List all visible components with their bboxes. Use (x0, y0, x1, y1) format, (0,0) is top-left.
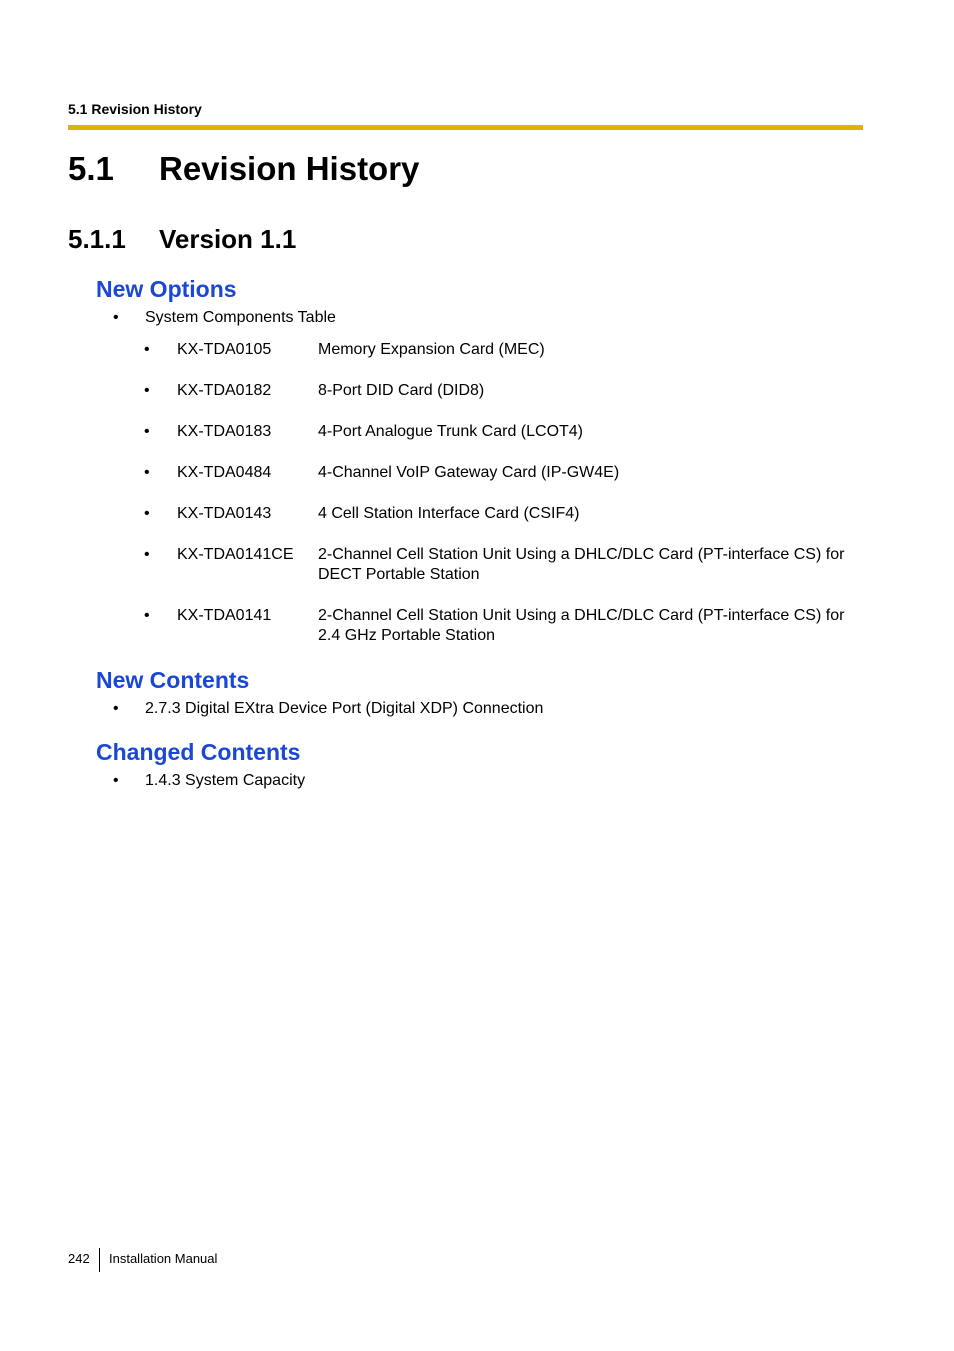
component-desc: 2-Channel Cell Station Unit Using a DHLC/DLC Card (PT-interface CS) for DECT Portable Station (318, 546, 845, 583)
list-item (0, 463, 954, 483)
page-number: 242 (68, 1251, 90, 1266)
component-code: KX-TDA0143 (177, 505, 272, 522)
component-desc: 4-Port Analogue Trunk Card (LCOT4) (318, 423, 584, 440)
manual-title: Installation Manual (109, 1251, 218, 1266)
list-item-text: 1.4.3 System Capacity (145, 772, 306, 789)
bullet: • (144, 546, 150, 563)
bullet: • (144, 464, 150, 481)
new-options-heading: New Options (96, 276, 237, 302)
new-contents-heading: New Contents (96, 667, 250, 693)
list-item-text: System Components Table (145, 309, 336, 326)
section-title: Revision History (159, 150, 420, 187)
bullet: • (113, 309, 119, 326)
running-header: 5.1 Revision History (68, 101, 202, 117)
changed-contents-heading: Changed Contents (96, 739, 301, 765)
list-item (0, 545, 954, 585)
component-code: KX-TDA0182 (177, 382, 272, 399)
bullet: • (144, 382, 150, 399)
list-item (0, 381, 954, 401)
subsection-title: Version 1.1 (159, 224, 297, 254)
component-desc: 8-Port DID Card (DID8) (318, 382, 485, 399)
footer-divider (99, 1248, 100, 1272)
component-code: KX-TDA0141 (177, 607, 272, 624)
bullet: • (144, 607, 150, 624)
section-number: 5.1 (68, 150, 114, 187)
component-code: KX-TDA0105 (177, 341, 272, 358)
subsection-number: 5.1.1 (68, 224, 126, 254)
header-rule (68, 125, 863, 130)
list-item (0, 771, 954, 791)
list-item (0, 340, 954, 360)
bullet: • (144, 423, 150, 440)
component-code: KX-TDA0183 (177, 423, 272, 440)
list-item (0, 606, 954, 646)
bullet: • (113, 772, 119, 789)
list-item (0, 699, 954, 719)
component-desc: 2-Channel Cell Station Unit Using a DHLC/DLC Card (PT-interface CS) for 2.4 GHz Portable Station (318, 607, 845, 644)
list-item (0, 504, 954, 524)
component-code: KX-TDA0141CE (177, 546, 294, 563)
list-item-text: 2.7.3 Digital EXtra Device Port (Digital XDP) Connection (145, 700, 544, 717)
subsection-heading (68, 224, 296, 255)
bullet: • (113, 700, 119, 717)
bullet: • (144, 505, 150, 522)
component-code: KX-TDA0484 (177, 464, 272, 481)
list-item (0, 308, 954, 328)
bullet: • (144, 341, 150, 358)
component-desc: 4 Cell Station Interface Card (CSIF4) (318, 505, 580, 522)
list-item (0, 422, 954, 442)
component-desc: 4-Channel VoIP Gateway Card (IP-GW4E) (318, 464, 620, 481)
section-heading (68, 150, 419, 188)
component-desc: Memory Expansion Card (MEC) (318, 341, 545, 358)
